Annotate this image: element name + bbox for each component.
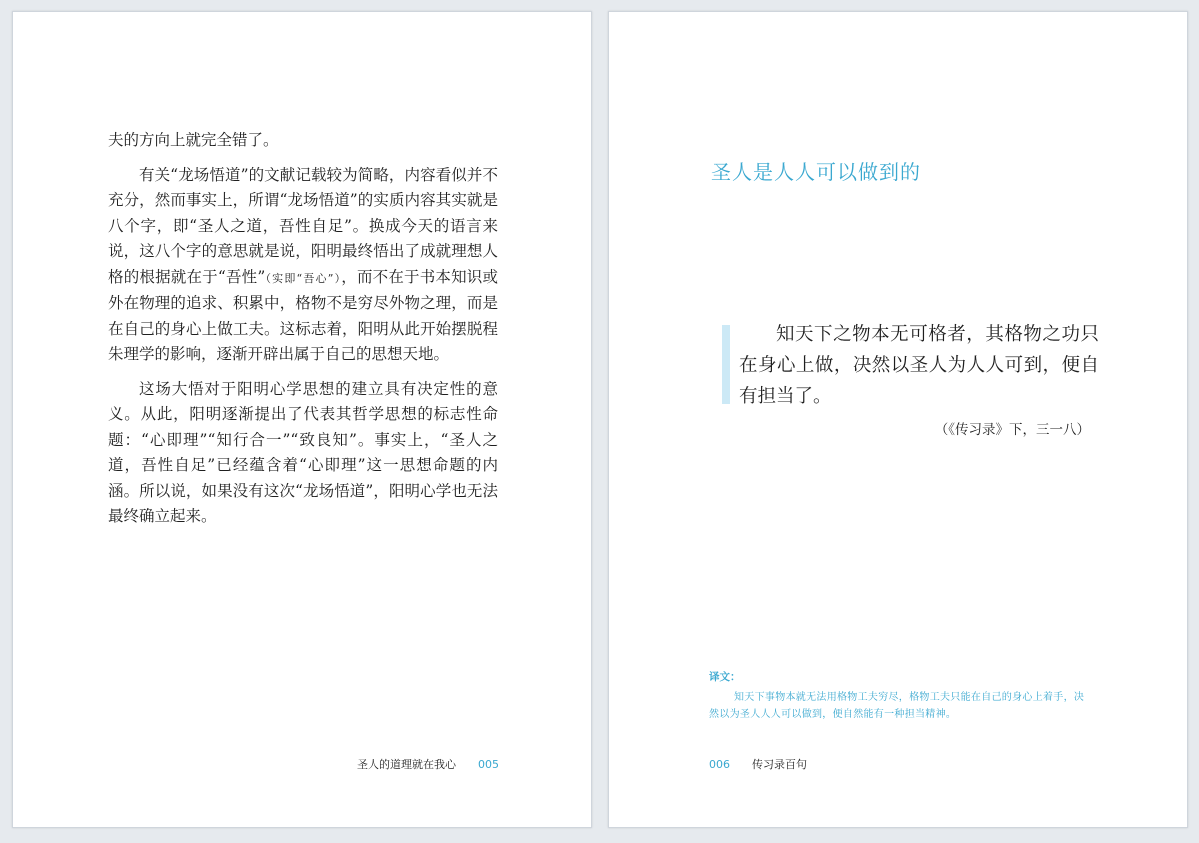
translation-text: 知天下事物本就无法用格物工夫穷尽，格物工夫只能在自己的身心上着手，决然以为圣人人人可以做到，便自然能有一种担当精神。	[709, 692, 1085, 720]
paragraph-2-tail: ，而不在于书本知识或外在物理的追求、积累中，格物不是穷尽外物之理，而是在自己的身心上做工夫。这标志着，阳明从此开始摆脱程朱理学的影响，逐渐开辟出属于自己的思想天地。	[108, 267, 498, 363]
paragraph-3: 这场大悟对于阳明心学思想的建立具有决定性的意义。从此，阳明逐渐提出了代表其哲学思想的标志性命题：“心即理”“知行合一”“致良知”。事实上，“圣人之道，吾性自足”已经蕴含着“心即理”这一思想命题的内涵。所以说，如果没有这次“龙场悟道”，阳明心学也无法最终确立起来。	[108, 379, 498, 525]
left-page-footer	[357, 756, 499, 772]
paragraph-2-note: （实即“吾心”）	[265, 271, 342, 285]
right-page-footer	[709, 756, 807, 772]
quote-accent-bar	[722, 325, 730, 404]
quote-text: 知天下之物本无可格者，其格物之功只在身心上做，决然以圣人为人人可到，便自有担当了。	[739, 324, 1099, 407]
page-number: 005	[478, 758, 499, 771]
chapter-title: 圣人是人人可以做到的	[711, 160, 921, 184]
quote-source: （《传习录》下，三一八）	[934, 422, 1090, 438]
paragraph-2	[108, 163, 498, 368]
running-title: 传习录百句	[752, 758, 807, 771]
page-number: 006	[709, 758, 730, 771]
running-title: 圣人的道理就在我心	[357, 758, 456, 771]
left-page	[12, 11, 592, 828]
translation-label: 译文：	[709, 671, 741, 683]
left-page-body	[108, 128, 498, 539]
right-page	[608, 11, 1188, 828]
paragraph-2-text: 有关“龙场悟道”的文献记载较为简略，内容看似并不充分，然而事实上，所谓“龙场悟道”的实质内容其实就是八个字，即“圣人之道，吾性自足”。换成今天的语言来说，这八个字的意思就是说，阳明最终悟出了成就理想人格的根据就在于“吾性”	[108, 165, 498, 286]
paragraph-1: 夫的方向上就完全错了。	[108, 131, 279, 149]
